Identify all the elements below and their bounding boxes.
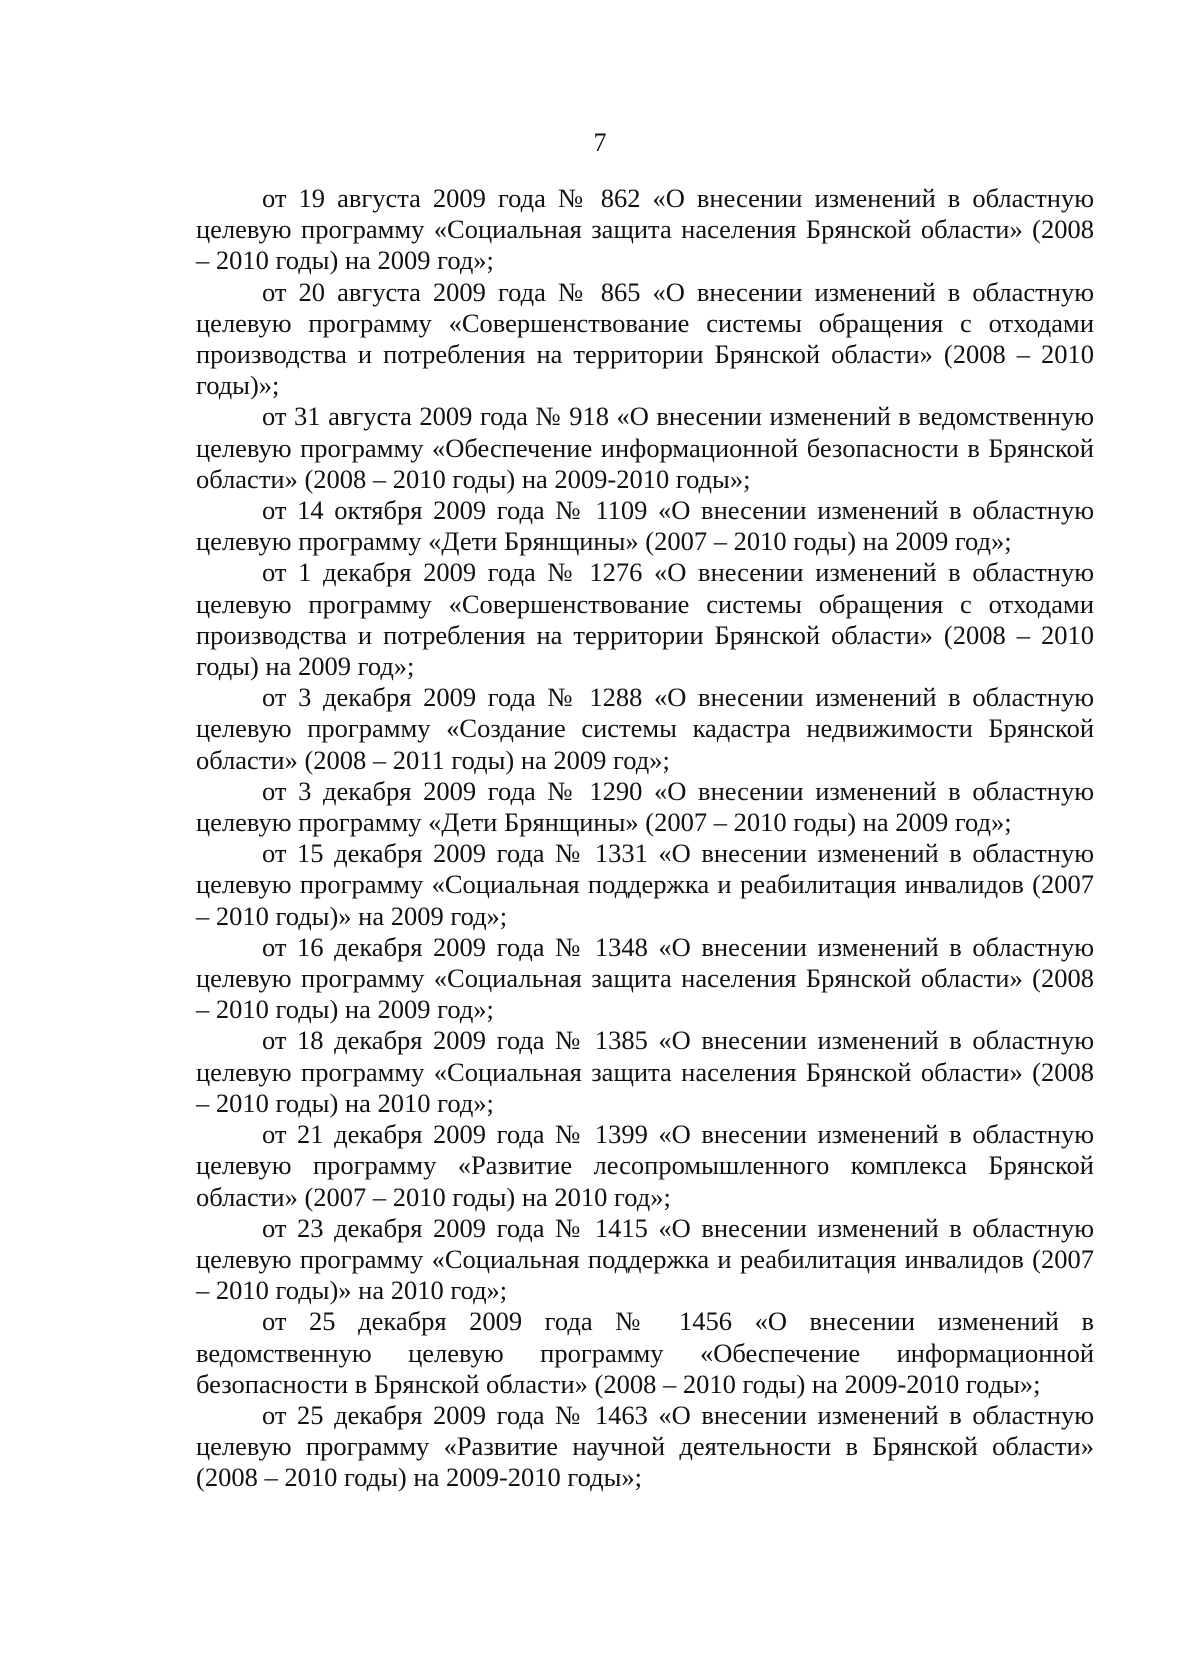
- paragraph-5: от 1 декабря 2009 года № 1276 «О внесении изменений в областную целевую программу «Совершенствование системы обращения с отходами производства и потребления на территории Брянской области» (2008 – 2010 годы) на 2009 год»;: [196, 557, 1094, 682]
- page-number: 7: [593, 128, 607, 157]
- paragraph-3: от 31 августа 2009 года № 918 «О внесении изменений в ведомственную целевую программу «Обеспечение информационной безопасности в Брянской области» (2008 – 2010 годы) на 2009-2010 годы»;: [196, 401, 1094, 494]
- paragraph-2: от 20 августа 2009 года № 865 «О внесении изменений в областную целевую программу «Совершенствование системы обращения с отходами производства и потребления на территории Брянской области» (2008 – 2010 годы)»;: [196, 276, 1094, 401]
- paragraph-13: от 25 декабря 2009 года № 1456 «О внесении изменений в ведомственную целевую программу «Обеспечение информационной безопасности в Брянской области» (2008 – 2010 годы) на 2009-2010 годы»;: [196, 1306, 1094, 1399]
- paragraph-12: от 23 декабря 2009 года № 1415 «О внесении изменений в областную целевую программу «Социальная поддержка и реабилитация инвалидов (2007 – 2010 годы)» на 2010 год»;: [196, 1212, 1094, 1306]
- paragraph-4: от 14 октября 2009 года № 1109 «О внесении изменений в областную целевую программу «Дети Брянщины» (2007 – 2010 годы) на 2009 год»;: [196, 495, 1094, 557]
- paragraph-7: от 3 декабря 2009 года № 1290 «О внесении изменений в областную целевую программу «Дети Брянщины» (2007 – 2010 годы) на 2009 год»;: [196, 775, 1094, 838]
- paragraph-14: от 25 декабря 2009 года № 1463 «О внесении изменений в областную целевую программу «Развитие научной деятельности в Брянской области» (2008 – 2010 годы) на 2009-2010 годы»;: [196, 1399, 1094, 1493]
- paragraph-9: от 16 декабря 2009 года № 1348 «О внесении изменений в областную целевую программу «Социальная защита населения Брянской области» (2008 – 2010 годы) на 2009 год»;: [196, 931, 1094, 1025]
- paragraph-8: от 15 декабря 2009 года № 1331 «О внесении изменений в областную целевую программу «Социальная поддержка и реабилитация инвалидов (2007 – 2010 годы)» на 2009 год»;: [196, 838, 1094, 931]
- paragraph-10: от 18 декабря 2009 года № 1385 «О внесении изменений в областную целевую программу «Социальная защита населения Брянской области» (2008 – 2010 годы) на 2010 год»;: [196, 1025, 1094, 1118]
- document-body: [196, 183, 1094, 1494]
- paragraph-1: от 19 августа 2009 года № 862 «О внесении изменений в областную целевую программу «Социальная защита населения Брянской области» (2008 – 2010 годы) на 2009 год»;: [196, 183, 1094, 276]
- paragraph-11: от 21 декабря 2009 года № 1399 «О внесении изменений в областную целевую программу «Развитие лесопромышленного комплекса Брянской области» (2007 – 2010 годы) на 2010 год»;: [196, 1119, 1094, 1212]
- paragraph-6: от 3 декабря 2009 года № 1288 «О внесении изменений в областную целевую программу «Создание системы кадастра недвижимости Брянской области» (2008 – 2011 годы) на 2009 год»;: [196, 682, 1094, 775]
